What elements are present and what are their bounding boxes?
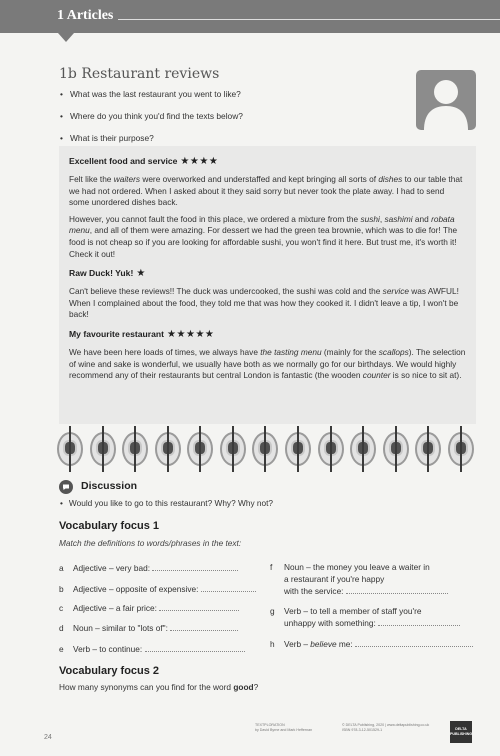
- vocab-item-a: a Adjective – very bad:: [59, 562, 238, 574]
- sushi-plate-icon: [120, 426, 150, 472]
- question-item: • What was the last restaurant you went to like?: [60, 89, 380, 100]
- section-title: 1b Restaurant reviews: [59, 66, 220, 82]
- sushi-plate-icon: [348, 426, 378, 472]
- vocab-focus-2-title: Vocabulary focus 2: [59, 665, 160, 677]
- answer-line[interactable]: [159, 603, 239, 611]
- answer-line[interactable]: [378, 618, 460, 626]
- review-paragraph: We have been here loads of times, we always have the tasting menu (mainly for the scallops). The selection of wine and sake is wonderful, we usually have both as we normally go for our birthdays. We would highly recommend any of their restaurants but central London is fantastic (the wooden counter is so nice to sit at).: [69, 346, 466, 381]
- answer-line[interactable]: [152, 563, 238, 571]
- star-rating: ★★★★★: [167, 328, 215, 340]
- person-silhouette-icon: [416, 70, 476, 130]
- sushi-plate-icon: [250, 426, 280, 472]
- page-number: 24: [44, 734, 52, 741]
- header-notch: [58, 33, 74, 42]
- header-rule: [118, 19, 500, 20]
- star-rating: ★★★★: [180, 156, 219, 167]
- footer-book-info: TEXTPLORATION by David Byrne and Mark Heffernan: [255, 723, 313, 732]
- vocab-item-f: f Noun – the money you leave a waiter in a restaurant if you're happy with the service:: [270, 561, 448, 597]
- discussion-question: • Would you like to go to this restaurant? Why? Why not?: [60, 498, 273, 508]
- sushi-plate-icon: [283, 426, 313, 472]
- answer-line[interactable]: [145, 644, 245, 652]
- review-paragraph: Can't believe these reviews!! The duck was undercooked, the sushi was cold and the service was AWFUL! When I complained about the food, they told me that was how they cooked it. I didn't leave a tip, I won't be back!: [69, 286, 459, 320]
- sushi-plate-icon: [316, 426, 346, 472]
- review-title: Excellent food and service ★★★★: [69, 156, 219, 167]
- question-item: • What is their purpose?: [60, 133, 380, 144]
- vocab-item-e: e Verb – to continue:: [59, 643, 245, 655]
- review-paragraph: However, you cannot fault the food in this place, we ordered a mixture from the sushi, sashimi and robata menu, and all of them were amazing. For dessert we had the green tea brownie, which was to die for! The food is not cheap so if you are looking for affordable sushi, you won't find it here. But trust me, it's worth it! Check it out!: [69, 213, 458, 259]
- reviews-panel: [59, 146, 476, 424]
- sushi-plate-icon: [381, 426, 411, 472]
- publisher-logo: DELTA PUBLISHING: [450, 721, 472, 743]
- vocab-focus-1-instruction: Match the definitions to words/phrases in the text:: [59, 538, 242, 548]
- chapter-title: 1 Articles: [57, 8, 114, 23]
- sushi-plate-icon: [88, 426, 118, 472]
- vocab-item-b: b Adjective – opposite of expensive:: [59, 583, 256, 595]
- review-title: Raw Duck! Yuk! ★: [69, 268, 146, 280]
- review-paragraph: Felt like the waiters were overworked and understaffed and kept bringing all sorts of dishes to our table that we had not ordered. When I asked about it they said sorry but never took the plate away. I had to send some unordered dishes back.: [69, 174, 463, 208]
- discussion-title: Discussion: [81, 480, 138, 492]
- review-title: My favourite restaurant ★★★★★: [69, 328, 215, 340]
- vocab-item-c: c Adjective – a fair price:: [59, 602, 239, 614]
- star-rating: ★: [136, 268, 146, 280]
- vocab-item-d: d Noun – similar to "lots of":: [59, 622, 238, 634]
- vocab-focus-1-title: Vocabulary focus 1: [59, 520, 160, 532]
- vocab-item-h: h Verb – believe me:: [270, 638, 473, 650]
- answer-line[interactable]: [355, 639, 473, 647]
- sushi-photo-band: [55, 426, 476, 472]
- sushi-plate-icon: [413, 426, 443, 472]
- sushi-plate-icon: [55, 426, 85, 472]
- answer-line[interactable]: [346, 586, 448, 594]
- footer-publisher-info: © DELTA Publishing, 2020 | www.deltapublishing.co.uk ISBN 978-3-12-501529-1: [342, 723, 430, 732]
- sushi-plate-icon: [218, 426, 248, 472]
- vocab-focus-2-question: How many synonyms can you find for the word good?: [59, 682, 259, 692]
- sushi-plate-icon: [153, 426, 183, 472]
- sushi-plate-icon: [446, 426, 476, 472]
- answer-line[interactable]: [201, 584, 256, 592]
- answer-line[interactable]: [170, 623, 238, 631]
- vocab-item-g: g Verb – to tell a member of staff you're unhappy with something:: [270, 605, 460, 629]
- question-item: • Where do you think you'd find the texts below?: [60, 111, 380, 122]
- chapter-header: [0, 0, 500, 33]
- sushi-plate-icon: [185, 426, 215, 472]
- speech-bubble-icon: [59, 480, 73, 494]
